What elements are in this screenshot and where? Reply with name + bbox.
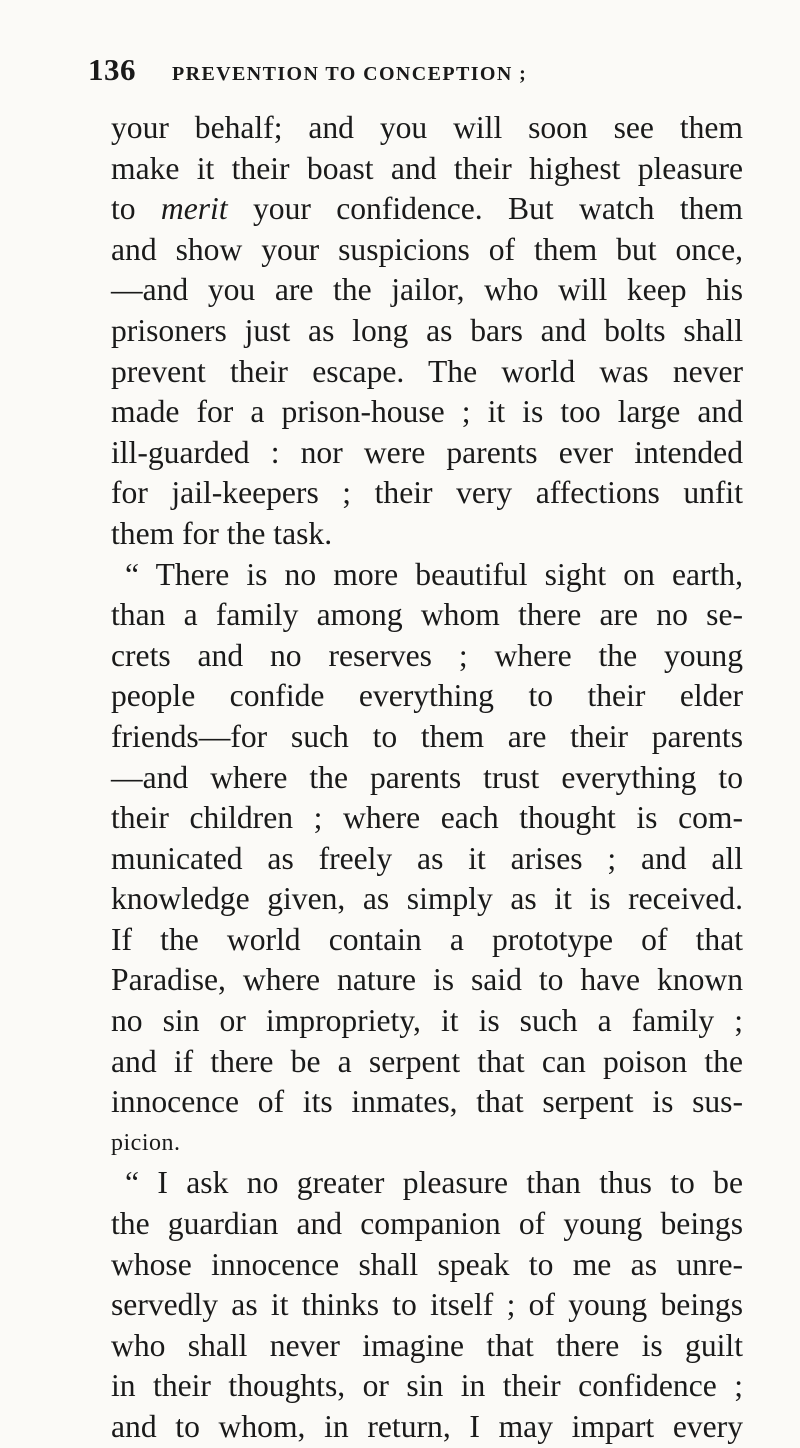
text-span: to bbox=[111, 191, 161, 227]
text-line: “ I ask no greater pleasure than thus to be bbox=[125, 1165, 743, 1201]
text-line: their children ; where each thought is com- bbox=[111, 800, 743, 836]
text-line: innocence of its inmates, that serpent is sus- bbox=[111, 1084, 743, 1120]
text-line: Paradise, where nature is said to have known bbox=[111, 962, 743, 998]
text-line: picion. bbox=[111, 1129, 181, 1156]
text-line: make it their boast and their highest pleasure bbox=[111, 150, 743, 186]
text-line: —and you are the jailor, who will keep his bbox=[111, 272, 743, 308]
body-text bbox=[111, 108, 743, 1448]
text-line: prevent their escape. The world was never bbox=[111, 353, 743, 389]
page-number: 136 bbox=[88, 52, 136, 87]
text-line: —and where the parents trust everything to bbox=[111, 759, 743, 795]
text-line: knowledge given, as simply as it is received. bbox=[111, 881, 743, 917]
text-line: servedly as it thinks to itself ; of young beings bbox=[111, 1287, 743, 1323]
text-line: friends—for such to them are their parents bbox=[111, 718, 743, 754]
text-line: prisoners just as long as bars and bolts shall bbox=[111, 312, 743, 348]
text-line: who shall never imagine that there is guilt bbox=[111, 1327, 743, 1363]
text-line: in their thoughts, or sin in their confidence ; bbox=[111, 1368, 743, 1404]
text-line: “ There is no more beautiful sight on earth, bbox=[125, 556, 743, 592]
emphasis-word: merit bbox=[160, 191, 228, 227]
text-line: made for a prison-house ; it is too large and bbox=[111, 394, 743, 430]
text-line: for jail-keepers ; their very affections unfit bbox=[111, 475, 743, 511]
text-line: and if there be a serpent that can poison the bbox=[111, 1043, 743, 1079]
text-line: If the world contain a prototype of that bbox=[111, 921, 743, 957]
page-header bbox=[88, 52, 648, 88]
text-line: ill-guarded : nor were parents ever intended bbox=[111, 434, 743, 470]
text-line: than a family among whom there are no se- bbox=[111, 597, 743, 633]
text-line: whose innocence shall speak to me as unre- bbox=[111, 1246, 743, 1282]
text-line: crets and no reserves ; where the young bbox=[111, 637, 743, 673]
running-head: PREVENTION TO CONCEPTION ; bbox=[172, 63, 528, 85]
text-line: them for the task. bbox=[111, 515, 333, 551]
text-span: your confidence. But watch them bbox=[227, 191, 743, 227]
text-line: and to whom, in return, I may impart every bbox=[111, 1409, 743, 1444]
text-line: municated as freely as it arises ; and all bbox=[111, 840, 743, 876]
text-line: and show your suspicions of them but once, bbox=[111, 231, 743, 267]
text-line: no sin or impropriety, it is such a family ; bbox=[111, 1003, 743, 1039]
text-line: the guardian and companion of young beings bbox=[111, 1206, 743, 1242]
text-line: your behalf; and you will soon see them bbox=[111, 110, 743, 145]
text-line bbox=[111, 189, 743, 230]
text-line: people confide everything to their elder bbox=[111, 678, 743, 714]
